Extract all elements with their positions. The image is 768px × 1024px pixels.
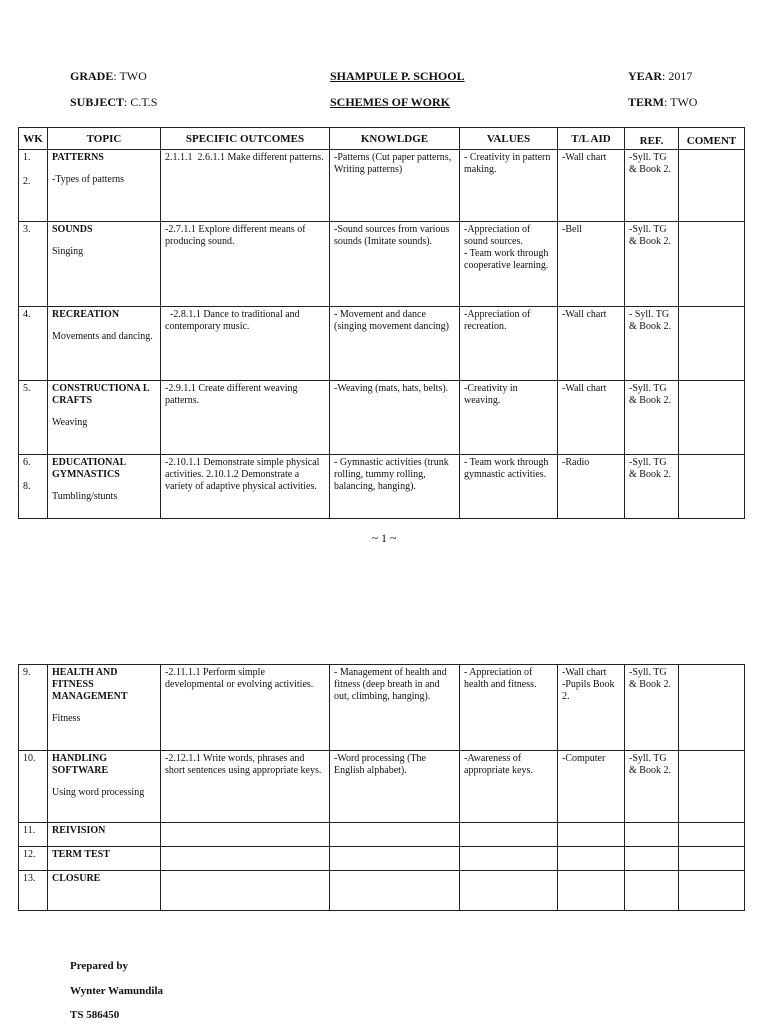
aid-cell	[558, 823, 625, 847]
ref-cell	[625, 823, 679, 847]
knowledge-text: -Patterns (Cut paper patterns, Writing patterns)	[334, 152, 454, 175]
ref-cell	[625, 847, 679, 871]
col-header-aid: T/L AID	[558, 128, 625, 150]
topic-title: CONSTRUCTIONA L CRAFTS	[52, 383, 149, 406]
knowledge-cell	[330, 847, 460, 871]
knowledge-cell	[330, 307, 460, 381]
subject-value: : C.T.S	[124, 95, 158, 109]
aid-text: -Wall chart	[562, 383, 607, 394]
topic-title: TERM TEST	[52, 849, 110, 860]
knowledge-text: -Weaving (mats, hats, belts).	[334, 383, 449, 394]
outcomes-text: -2.7.1.1 Explore different means of producing sound.	[165, 224, 309, 247]
topic-cell	[48, 150, 161, 222]
comment-cell	[679, 847, 745, 871]
aid-text: -Wall chart	[562, 309, 607, 320]
outcomes-cell	[161, 455, 330, 519]
outcomes-cell	[161, 847, 330, 871]
knowledge-text: - Gymnastic activities (trunk rolling, tummy rolling, balancing, hanging).	[334, 457, 452, 492]
ref-text: -Syll. TG & Book 2.	[629, 667, 671, 690]
aid-text: -Wall chart	[562, 152, 607, 163]
table-row	[19, 665, 745, 751]
table-row	[19, 751, 745, 823]
week-number: 3.	[23, 224, 31, 235]
knowledge-text: - Movement and dance (singing movement dancing)	[334, 309, 449, 332]
week-cell	[19, 307, 48, 381]
year-line	[628, 69, 692, 84]
comment-cell	[679, 823, 745, 847]
topic-title: CLOSURE	[52, 873, 101, 884]
table-row	[19, 150, 745, 222]
outcomes-cell	[161, 307, 330, 381]
col-header-knowledge: KNOWLDGE	[330, 128, 460, 150]
topic-title: PATTERNS	[52, 152, 104, 163]
ref-text: -Syll. TG & Book 2.	[629, 753, 671, 776]
scheme-table-page-2	[18, 664, 745, 911]
aid-cell	[558, 307, 625, 381]
scheme-table-page-1	[18, 127, 745, 519]
table-row	[19, 871, 745, 911]
topic-title: HEALTH AND FITNESS MANAGEMENT	[52, 667, 128, 702]
comment-cell	[679, 307, 745, 381]
outcomes-text: -2.9.1.1 Create different weaving patterns.	[165, 383, 301, 406]
week-number: 11.	[23, 825, 36, 836]
ref-cell	[625, 150, 679, 222]
col-header-ref: REF.	[625, 128, 679, 150]
ref-cell	[625, 455, 679, 519]
table-row	[19, 307, 745, 381]
topic-title: REIVISION	[52, 825, 106, 836]
knowledge-text: -Word processing (The English alphabet).	[334, 753, 429, 776]
table-row	[19, 455, 745, 519]
values-cell	[460, 455, 558, 519]
ref-cell	[625, 665, 679, 751]
term-line	[628, 95, 697, 110]
outcomes-cell	[161, 665, 330, 751]
topic-cell	[48, 871, 161, 911]
ref-text: - Syll. TG & Book 2.	[629, 309, 671, 332]
col-header-comment: COMENT	[679, 128, 745, 150]
aid-cell	[558, 222, 625, 307]
comment-cell	[679, 871, 745, 911]
comment-cell	[679, 150, 745, 222]
knowledge-cell	[330, 823, 460, 847]
outcomes-text: -2.11.1.1 Perform simple developmental or evolving activities.	[165, 667, 314, 690]
values-cell	[460, 381, 558, 455]
week-cell	[19, 381, 48, 455]
ref-cell	[625, 307, 679, 381]
aid-text: -Radio	[562, 457, 590, 468]
outcomes-cell	[161, 150, 330, 222]
table-row	[19, 823, 745, 847]
knowledge-cell	[330, 150, 460, 222]
col-header-topic: TOPIC	[48, 128, 161, 150]
values-cell	[460, 665, 558, 751]
topic-cell	[48, 751, 161, 823]
knowledge-text: -Sound sources from various sounds (Imitate sounds).	[334, 224, 452, 247]
year-value: : 2017	[662, 69, 693, 83]
subtopic: Singing	[52, 246, 84, 257]
week-cell	[19, 871, 48, 911]
week-number: 1.	[23, 152, 31, 163]
values-text: -Creativity in weaving.	[464, 383, 521, 406]
grade-value: : TWO	[113, 69, 147, 83]
grade-label: GRADE	[70, 69, 114, 83]
week-cell	[19, 665, 48, 751]
values-text: -Appreciation of sound sources. - Team work through cooperative learning.	[464, 224, 549, 271]
ref-cell	[625, 751, 679, 823]
aid-cell	[558, 871, 625, 911]
outcomes-text: -2.12.1.1 Write words, phrases and short sentences using appropriate keys.	[165, 753, 322, 776]
ref-text: -Syll. TG & Book 2.	[629, 383, 671, 406]
author-name: Wynter Wamundila	[70, 985, 164, 997]
grade-line	[70, 69, 147, 84]
week-number: 13.	[23, 873, 36, 884]
week-number: 10.	[23, 753, 36, 764]
knowledge-text: - Management of health and fitness (deep breath in and out, climbing, hanging).	[334, 667, 450, 702]
values-cell	[460, 222, 558, 307]
ref-cell	[625, 871, 679, 911]
values-text: - Creativity in pattern making.	[464, 152, 553, 175]
aid-cell	[558, 455, 625, 519]
aid-cell	[558, 751, 625, 823]
comment-cell	[679, 751, 745, 823]
outcomes-cell	[161, 871, 330, 911]
page-number: ~ 1 ~	[371, 531, 397, 545]
school-name: SHAMPULE P. SCHOOL	[330, 69, 465, 83]
week-number: 5.	[23, 383, 31, 394]
knowledge-cell	[330, 222, 460, 307]
aid-cell	[558, 665, 625, 751]
values-text: - Team work through gymnastic activities.	[464, 457, 551, 480]
subtopic: Fitness	[52, 713, 81, 724]
col-header-values: VALUES	[460, 128, 558, 150]
subject-label: SUBJECT	[70, 95, 125, 109]
topic-cell	[48, 381, 161, 455]
topic-cell	[48, 847, 161, 871]
values-text: -Appreciation of recreation.	[464, 309, 533, 332]
outcomes-cell	[161, 823, 330, 847]
comment-cell	[679, 665, 745, 751]
table-header-row	[19, 128, 745, 150]
aid-text: -Bell	[562, 224, 582, 235]
outcomes-cell	[161, 222, 330, 307]
topic-cell	[48, 823, 161, 847]
week-number: 9.	[23, 667, 31, 678]
week-cell	[19, 150, 48, 222]
knowledge-cell	[330, 751, 460, 823]
ref-text: -Syll. TG & Book 2.	[629, 457, 671, 480]
outcomes-text: 2.1.1.1 2.6.1.1 Make different patterns.	[165, 152, 324, 163]
aid-cell	[558, 150, 625, 222]
values-cell	[460, 871, 558, 911]
ref-text: -Syll. TG & Book 2.	[629, 224, 671, 247]
week-number: 4.	[23, 309, 31, 320]
topic-cell	[48, 455, 161, 519]
subtopic: Using word processing	[52, 787, 145, 798]
week-number-second: 8.	[23, 481, 31, 492]
ref-text: -Syll. TG & Book 2.	[629, 152, 671, 175]
term-label: TERM	[628, 95, 664, 109]
outcomes-cell	[161, 751, 330, 823]
outcomes-text: -2.10.1.1 Demonstrate simple physical activities. 2.10.1.2 Demonstrate a variety of adaptive physical activities.	[165, 457, 322, 492]
topic-title: HANDLING SOFTWARE	[52, 753, 109, 776]
document-title: SCHEMES OF WORK	[330, 95, 451, 109]
aid-cell	[558, 381, 625, 455]
term-value: : TWO	[664, 95, 698, 109]
knowledge-cell	[330, 381, 460, 455]
knowledge-cell	[330, 665, 460, 751]
table-row	[19, 847, 745, 871]
subtopic: Tumbling/stunts	[52, 491, 118, 502]
week-cell	[19, 455, 48, 519]
week-number-second: 2.	[23, 176, 31, 187]
year-label: YEAR	[628, 69, 663, 83]
week-cell	[19, 222, 48, 307]
subtopic: -Types of patterns	[52, 174, 125, 185]
topic-cell	[48, 665, 161, 751]
ref-cell	[625, 222, 679, 307]
values-cell	[460, 751, 558, 823]
week-cell	[19, 847, 48, 871]
comment-cell	[679, 455, 745, 519]
values-text: -Awareness of appropriate keys.	[464, 753, 533, 776]
values-cell	[460, 307, 558, 381]
outcomes-cell	[161, 381, 330, 455]
table-row	[19, 381, 745, 455]
col-header-outcomes: SPECIFIC OUTCOMES	[161, 128, 330, 150]
col-header-wk: WK	[19, 128, 48, 150]
topic-cell	[48, 222, 161, 307]
prepared-by: Prepared by	[70, 960, 128, 972]
subject-line	[70, 95, 157, 110]
knowledge-cell	[330, 455, 460, 519]
aid-text: -Wall chart -Pupils Book 2.	[562, 667, 615, 702]
week-cell	[19, 823, 48, 847]
knowledge-cell	[330, 871, 460, 911]
subtopic: Weaving	[52, 417, 88, 428]
topic-title: EDUCATIONAL GYMNASTICS	[52, 457, 126, 480]
ref-cell	[625, 381, 679, 455]
values-cell	[460, 847, 558, 871]
values-text: - Appreciation of health and fitness.	[464, 667, 537, 690]
aid-cell	[558, 847, 625, 871]
week-number: 12.	[23, 849, 36, 860]
comment-cell	[679, 381, 745, 455]
subtopic: Movements and dancing.	[52, 331, 153, 342]
topic-title: SOUNDS	[52, 224, 93, 235]
comment-cell	[679, 222, 745, 307]
outcomes-text: -2.8.1.1 Dance to traditional and contemporary music.	[165, 309, 303, 332]
values-cell	[460, 823, 558, 847]
teacher-number: TS 586450	[70, 1009, 120, 1021]
topic-title: RECREATION	[52, 309, 120, 320]
week-number: 6.	[23, 457, 31, 468]
values-cell	[460, 150, 558, 222]
topic-cell	[48, 307, 161, 381]
aid-text: -Computer	[562, 753, 606, 764]
week-cell	[19, 751, 48, 823]
table-row	[19, 222, 745, 307]
